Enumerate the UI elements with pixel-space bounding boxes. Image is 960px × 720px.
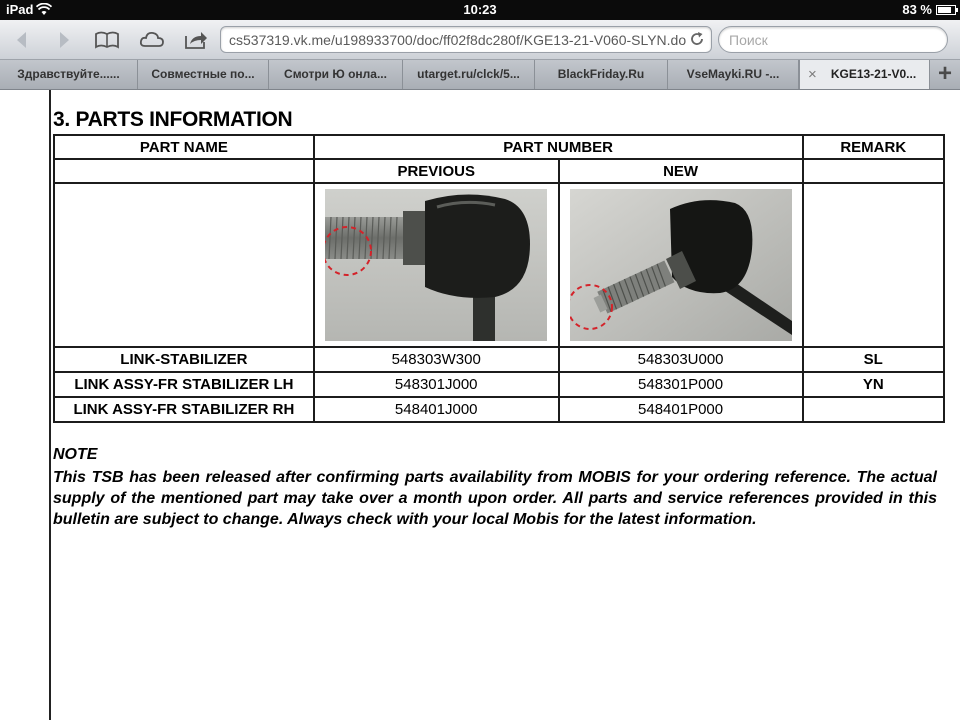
status-bar bbox=[0, 0, 960, 20]
tab-label: VseMayki.RU -... bbox=[686, 67, 780, 81]
tab-active[interactable] bbox=[799, 60, 930, 89]
new-part-photo bbox=[570, 189, 792, 341]
clock: 10:23 bbox=[463, 2, 497, 17]
tab-label: BlackFriday.Ru bbox=[557, 67, 645, 81]
forward-arrow-icon bbox=[50, 26, 78, 54]
document-page bbox=[0, 90, 960, 720]
new-number-cell: 548401P000 bbox=[559, 397, 803, 422]
previous-number-cell: 548401J000 bbox=[314, 397, 559, 422]
tab-label: Здравствуйте...... bbox=[17, 67, 120, 81]
photo-cell-remark bbox=[803, 183, 945, 347]
table-row bbox=[54, 347, 944, 372]
forward-button[interactable] bbox=[50, 26, 78, 54]
note-body: This TSB has been released after confirming parts availability from MOBIS for your ordering reference. The actual supply of the mentioned part may take over a month upon order. All parts and service references provided in this bulletin are subject to change. Always check with your local Mobis for the latest information. bbox=[53, 469, 937, 528]
new-tab-button[interactable]: + bbox=[937, 60, 952, 87]
note-title: NOTE bbox=[53, 446, 98, 463]
new-number-cell: 548301P000 bbox=[559, 372, 803, 397]
header-part-number: PART NUMBER bbox=[314, 135, 803, 159]
header-new: NEW bbox=[559, 159, 803, 183]
header-remark: REMARK bbox=[803, 135, 945, 159]
remark-cell: YN bbox=[803, 372, 945, 397]
share-icon bbox=[182, 26, 210, 54]
back-arrow-icon bbox=[8, 26, 36, 54]
tab-label: Совместные по... bbox=[151, 67, 255, 81]
book-icon bbox=[93, 26, 121, 54]
part-name-cell: LINK-STABILIZER bbox=[54, 347, 314, 372]
header-empty bbox=[803, 159, 945, 183]
page-margin-rule bbox=[49, 90, 51, 720]
device-name: iPad bbox=[6, 2, 34, 17]
section-title: 3. PARTS INFORMATION bbox=[53, 108, 293, 131]
photo-cell-previous bbox=[314, 183, 559, 347]
new-number-cell: 548303U000 bbox=[559, 347, 803, 372]
header-previous: PREVIOUS bbox=[314, 159, 559, 183]
table-row bbox=[54, 372, 944, 397]
photo-cell-empty bbox=[54, 183, 314, 347]
tab-6[interactable] bbox=[668, 60, 799, 89]
tab-bar bbox=[0, 60, 960, 90]
previous-number-cell: 548303W300 bbox=[314, 347, 559, 372]
bookmarks-button[interactable] bbox=[93, 26, 121, 54]
close-tab-icon[interactable]: × bbox=[808, 66, 817, 83]
part-name-cell: LINK ASSY-FR STABILIZER LH bbox=[54, 372, 314, 397]
parts-table bbox=[53, 134, 945, 423]
remark-cell bbox=[803, 397, 945, 422]
tab-label: Смотри Ю онла... bbox=[284, 67, 387, 81]
header-empty bbox=[54, 159, 314, 183]
tab-4[interactable] bbox=[403, 60, 535, 89]
battery-percentage: 83 % bbox=[902, 2, 932, 17]
battery-icon bbox=[936, 5, 956, 15]
icloud-button[interactable] bbox=[138, 26, 166, 54]
table-row bbox=[54, 397, 944, 422]
tab-label: utarget.ru/clck/5... bbox=[417, 67, 520, 81]
tab-2[interactable] bbox=[138, 60, 269, 89]
browser-toolbar bbox=[0, 20, 960, 60]
back-button[interactable] bbox=[8, 26, 36, 54]
search-input[interactable]: Поиск bbox=[718, 26, 948, 53]
tab-label: KGE13-21-V0... bbox=[830, 67, 917, 81]
tab-1[interactable] bbox=[0, 60, 138, 89]
tab-3[interactable] bbox=[269, 60, 403, 89]
cloud-icon bbox=[138, 26, 166, 54]
previous-number-cell: 548301J000 bbox=[314, 372, 559, 397]
header-part-name: PART NAME bbox=[54, 135, 314, 159]
tab-5[interactable] bbox=[535, 60, 668, 89]
remark-cell: SL bbox=[803, 347, 945, 372]
reload-icon[interactable] bbox=[688, 30, 706, 48]
previous-part-photo bbox=[325, 189, 547, 341]
part-name-cell: LINK ASSY-FR STABILIZER RH bbox=[54, 397, 314, 422]
share-button[interactable] bbox=[182, 26, 210, 54]
photo-cell-new bbox=[559, 183, 803, 347]
address-bar[interactable]: cs537319.vk.me/u198933700/doc/ff02f8dc280f/KGE13-21-V060-SLYN.do bbox=[220, 26, 712, 53]
